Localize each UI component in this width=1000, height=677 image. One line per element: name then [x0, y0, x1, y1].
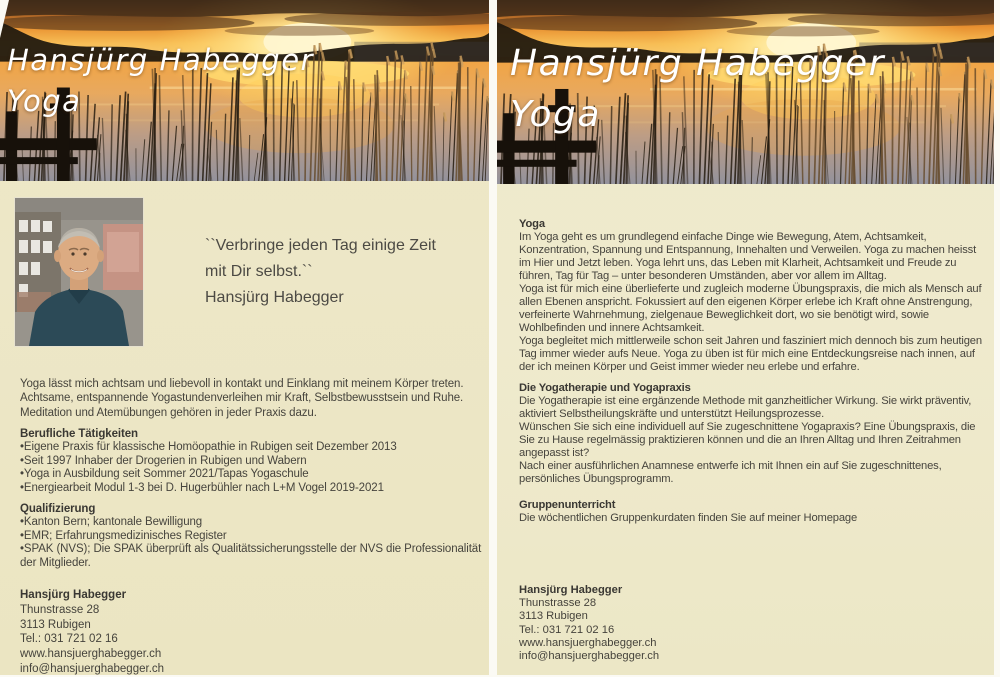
- intro-paragraph: Yoga lässt mich achtsam und liebevoll in kontakt und Einklang mit meinem Körper treten. Achtsame, entspannende Yogastundenverleihen mir Kraft, Selbstbewusstsein und Ruhe. Meditation und Atemübungen gehören in jeder Praxis dazu.: [20, 377, 464, 419]
- bullet-item: •Seit 1997 Inhaber der Drogerien in Rubigen und Wabern: [20, 454, 307, 467]
- paragraph: Wünschen Sie sich eine individuell auf Sie zugeschnittene Yogapraxis? Eine Übungspraxis, die Sie zu Hause regelmässig praktizieren können und die an Ihren Alltag und Ihren Zeitrahmen angepasst ist?: [519, 421, 976, 459]
- quote-attribution: Hansjürg Habegger: [205, 289, 344, 306]
- title-name: Hansjürg Habegger: [510, 43, 885, 84]
- scan-artifact: [994, 0, 997, 675]
- contact-name: Hansjürg Habegger: [519, 584, 623, 596]
- quote-line: mit Dir selbst.``: [205, 263, 313, 280]
- section-heading: Qualifizierung: [20, 503, 96, 515]
- bullet-item: •EMR; Erfahrungsmedizinisches Register: [20, 529, 227, 542]
- title-yoga: Yoga: [510, 94, 601, 135]
- section-heading: Gruppenunterricht: [519, 499, 616, 511]
- header-left: [0, 0, 489, 181]
- contact-block-right: [519, 584, 659, 663]
- contact-phone: Tel.: 031 721 02 16: [519, 623, 615, 636]
- section-yogatherapie: [519, 381, 983, 486]
- paragraph: Yoga begleitet mich mittlerweile schon seit Jahren und fasziniert mich dennoch bis zum heutigen Tag immer wieder aufs Neue. Yoga zu üben ist für mich eine Entdeckungsreise nach innen, auf der ich meinen Körper und Geist immer wieder neu erlebe und erfahre.: [519, 335, 982, 373]
- contact-email: info@hansjuerghabegger.ch: [20, 662, 165, 675]
- contact-street: Thunstrasse 28: [519, 597, 597, 610]
- quote-line: ``Verbringe jeden Tag einige Zeit: [205, 237, 436, 254]
- section-gruppenunterricht: [519, 498, 983, 525]
- paragraph: Yoga ist für mich eine überlieferte und zugleich moderne Übungspraxis, die mich als Mensch auf allen Ebenen anspricht. Fokussiert auf den eigenen Körper erlebe ich Kraft ohne Anstrengung, verfeinerte Wahrnehmung, zielgenaue Beweglichkeit dort, wo sie benötigt wird, sowie Wohlbefinden und innere Achtsamkeit.: [519, 283, 982, 334]
- section-yoga: [519, 217, 983, 374]
- page-title-script: [510, 38, 885, 140]
- bullet-item: •Kanton Bern; kantonale Bewilligung: [20, 516, 203, 528]
- paragraph: Die Yogatherapie ist eine ergänzende Methode mit ganzheitlicher Wirkung. Sie wirkt präventiv, aktiviert Selbstheilungskräfte und unterstützt Heilungsprozesse.: [519, 395, 972, 420]
- contact-city: 3113 Rubigen: [20, 618, 91, 631]
- section-heading: Yoga: [519, 218, 545, 230]
- title-name: Hansjürg Habegger: [7, 43, 314, 77]
- page-title-script: [7, 40, 314, 122]
- bullet-item: •Eigene Praxis für klassische Homöopathie in Rubigen seit Dezember 2013: [20, 441, 397, 453]
- section-berufliche-taetigkeiten: [20, 427, 482, 495]
- quote: [205, 233, 436, 311]
- contact-email: info@hansjuerghabegger.ch: [519, 650, 660, 663]
- contact-block-left: [20, 588, 164, 677]
- header-right: [497, 0, 997, 184]
- contact-website: www.hansjuerghabegger.ch: [20, 648, 162, 661]
- paragraph: Im Yoga geht es um grundlegend einfache Dinge wie Bewegung, Atem, Achtsamkeit, Konzentration, Spannung und Entspannung, Innehalten und Verweilen. Yoga zu machen heisst im Hier und Jetzt leben. Yoga lehrt uns, das Leben mit Klarheit, Achtsamkeit und Freude zu führen, Tag für Tag – unter besonderen Umständen, aber vor allem im Alltag.: [519, 231, 977, 282]
- bullet-item: •SPAK (NVS); Die SPAK überprüft als Qualitätssicherungsstelle der NVS die Professionalität der Mitglieder.: [20, 543, 482, 569]
- title-yoga: Yoga: [7, 84, 82, 118]
- contact-phone: Tel.: 031 721 02 16: [20, 633, 118, 646]
- section-heading: Berufliche Tätigkeiten: [20, 428, 138, 440]
- bullet-item: •Yoga in Ausbildung seit Sommer 2021/Tapas Yogaschule: [20, 468, 309, 480]
- contact-street: Thunstrasse 28: [20, 603, 100, 616]
- page-left: [0, 0, 489, 675]
- bullet-item: •Energiearbeit Modul 1-3 bei D. Hugerbühler nach L+M Vogel 2019-2021: [20, 481, 384, 494]
- page-right: [497, 0, 997, 675]
- section-heading: Die Yogatherapie und Yogapraxis: [519, 382, 691, 394]
- paragraph: Die wöchentlichen Gruppenkurdaten finden Sie auf meiner Homepage: [519, 512, 858, 524]
- contact-name: Hansjürg Habegger: [20, 589, 127, 601]
- paragraph: Nach einer ausführlichen Anamnese entwerfe ich mit Ihnen ein auf Sie zugeschnittenes, persönliches Übungsprogramm.: [519, 460, 942, 485]
- contact-city: 3113 Rubigen: [519, 610, 588, 623]
- contact-website: www.hansjuerghabegger.ch: [519, 636, 657, 649]
- portrait-photo: [14, 197, 144, 347]
- section-qualifizierung: [20, 502, 482, 570]
